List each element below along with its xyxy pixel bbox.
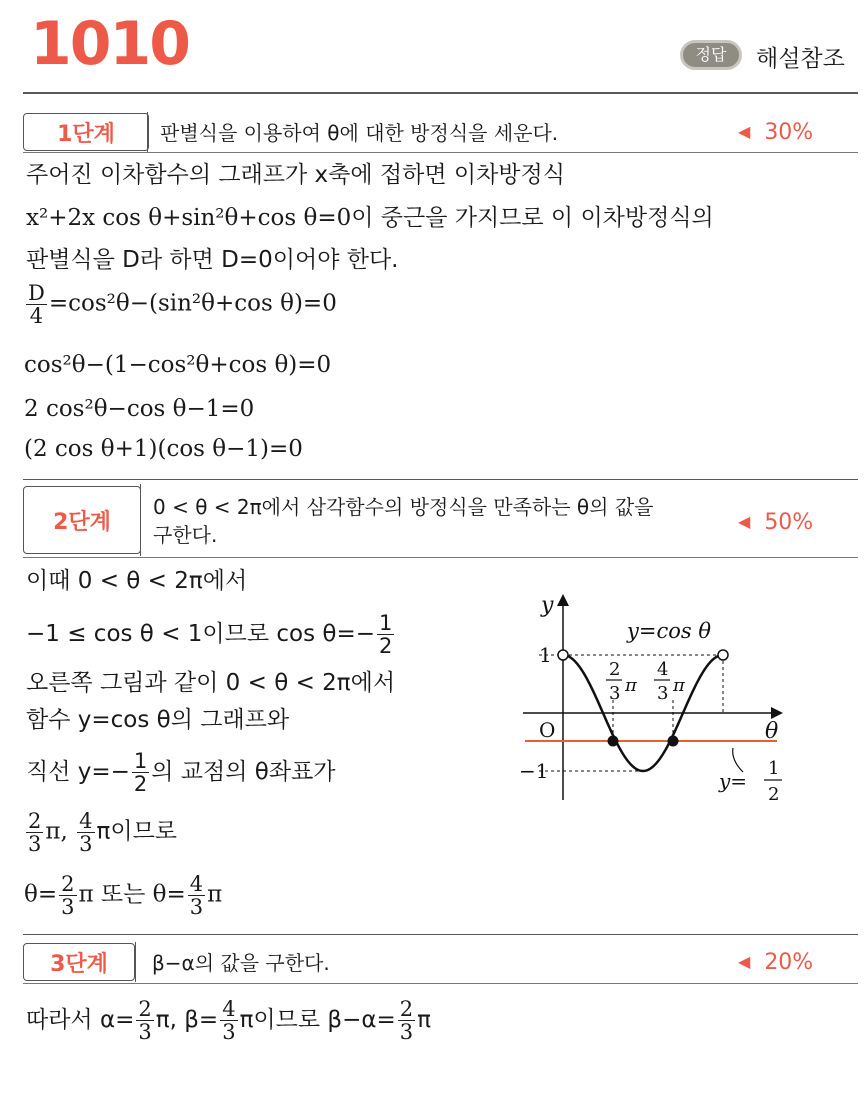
x1-numerator: 2 [609, 659, 621, 680]
line-label-denominator: 2 [768, 784, 780, 805]
conclusion-line [26, 998, 431, 1043]
step1-rule [23, 152, 858, 153]
conclusion-mid2: π이므로 β−α= [239, 1007, 396, 1033]
step2-line6 [24, 810, 177, 855]
fraction [188, 873, 205, 918]
line5-post: 의 교점의 θ좌표가 [151, 759, 336, 785]
triangle-icon: ◀ [738, 512, 751, 531]
answer-badge: 정답 [680, 40, 742, 70]
step2-percent [738, 510, 813, 535]
fraction-denominator: 2 [133, 772, 148, 796]
fraction-numerator: 2 [138, 997, 152, 1021]
triangle-icon: ◀ [738, 122, 751, 141]
fraction-numerator: 2 [399, 997, 414, 1021]
step3-percent [738, 950, 813, 975]
fraction [132, 750, 149, 795]
fraction [77, 810, 94, 855]
header-rule [23, 92, 858, 94]
triangle-icon: ◀ [738, 952, 751, 971]
step3-label: 3단계 [50, 951, 108, 977]
fraction-denominator: 3 [222, 1020, 236, 1044]
step2-line1: 이때 0 < θ < 2π에서 [26, 568, 248, 594]
fraction-denominator: 3 [399, 1020, 414, 1044]
fraction-denominator: 3 [189, 895, 204, 919]
origin-label: O [539, 718, 556, 742]
line7-post: π [207, 881, 223, 908]
fraction [59, 873, 76, 918]
x-axis-label: θ [765, 719, 779, 744]
conclusion-mid1: π, β= [155, 1007, 219, 1033]
intersection-point [668, 736, 679, 747]
fraction [220, 998, 237, 1043]
fraction-numerator: 1 [133, 749, 148, 773]
line-label-numerator: 1 [768, 758, 780, 779]
step1-percent [738, 120, 813, 145]
step2-line3: 오른쪽 그림과 같이 0 < θ < 2π에서 [26, 670, 396, 696]
fraction [26, 282, 47, 327]
fraction-numerator: 4 [79, 809, 93, 833]
step1-box [23, 113, 149, 151]
step2-divider [140, 484, 141, 556]
fraction-denominator: 3 [138, 1020, 152, 1044]
line6-mid: π, [45, 818, 76, 845]
step1-eq2: cos²θ−(1−cos²θ+cos θ)=0 [24, 352, 332, 378]
fraction-numerator: 1 [379, 611, 393, 635]
step2-desc-line2: 구한다. [153, 523, 218, 547]
step2-line2 [26, 612, 396, 657]
curve-label: y=cos θ [627, 619, 711, 643]
y-axis-label: y [541, 593, 554, 618]
line7-pre: θ= [24, 881, 58, 908]
fraction-denominator: 3 [28, 832, 42, 856]
step1-divider [147, 112, 148, 152]
fraction-denominator: 3 [79, 832, 93, 856]
intersection-point [608, 736, 619, 747]
conclusion-pre: 따라서 α= [26, 1007, 135, 1033]
step1-line3: 판별식을 D라 하면 D=0이어야 한다. [26, 247, 399, 273]
step2-desc-line1: 0 < θ < 2π에서 삼각함수의 방정식을 만족하는 θ의 값을 [153, 495, 654, 519]
fraction-numerator: 4 [222, 997, 236, 1021]
step1-line1: 주어진 이차함수의 그래프가 x축에 접하면 이차방정식 [26, 162, 565, 188]
fraction-numerator: D [28, 281, 45, 305]
cosine-graph [505, 590, 795, 810]
fraction-numerator: 4 [189, 872, 204, 896]
step1-eq3: 2 cos²θ−cos θ−1=0 [24, 396, 255, 422]
fraction [377, 612, 394, 657]
fraction [26, 810, 43, 855]
line5-pre: 직선 y=− [26, 759, 130, 785]
line-label-prefix: y= [719, 769, 748, 793]
x2-pi: π [673, 675, 685, 696]
problem-number: 1010 [30, 9, 189, 79]
x1-denominator: 3 [609, 683, 621, 704]
step3-divider [135, 942, 136, 982]
step3-percent-value: 20% [764, 950, 814, 975]
fraction-numerator: 2 [28, 809, 42, 833]
eq1-rest: =cos²θ−(sin²θ+cos θ)=0 [48, 290, 337, 317]
answer-reference: 해설참조 [756, 46, 845, 72]
step2-rule [23, 557, 858, 558]
open-endpoint-right [718, 650, 728, 660]
step2-label: 2단계 [53, 509, 111, 535]
step1-eq4: (2 cos θ+1)(cos θ−1)=0 [24, 436, 303, 462]
fraction [398, 998, 415, 1043]
step1-label: 1단계 [57, 121, 115, 147]
line6-post: π이므로 [96, 818, 178, 845]
fraction-denominator: 3 [61, 895, 75, 919]
fraction-numerator: 2 [61, 872, 75, 896]
step3-box [23, 943, 135, 981]
step3-top-rule [23, 934, 858, 935]
x2-numerator: 4 [657, 659, 669, 680]
step1-description: 판별식을 이용하여 θ에 대한 방정식을 세운다. [160, 121, 559, 145]
line2-text: −1 ≤ cos θ < 1이므로 cos θ=− [26, 621, 375, 647]
line7-mid: π 또는 θ= [78, 881, 186, 908]
step1-percent-value: 30% [764, 120, 814, 145]
fraction-denominator: 2 [379, 634, 393, 658]
open-endpoint-left [558, 650, 568, 660]
step1-eq1 [24, 282, 337, 327]
step1-line2: x²+2x cos θ+sin²θ+cos θ=0이 중근을 가지므로 이 이차방정식의 [26, 205, 714, 231]
step2-line5 [26, 750, 336, 795]
conclusion-post: π [417, 1007, 432, 1033]
x2-denominator: 3 [657, 683, 669, 704]
step2-box [23, 486, 141, 554]
fraction-denominator: 4 [29, 304, 44, 328]
step3-description: β−α의 값을 구한다. [152, 951, 330, 975]
step2-percent-value: 50% [764, 510, 814, 535]
step3-rule [23, 983, 858, 984]
step2-line7 [24, 873, 222, 918]
step2-line4: 함수 y=cos θ의 그래프와 [26, 707, 290, 733]
tick-label-minus-1: −1 [519, 759, 549, 783]
tick-label-1: 1 [539, 643, 552, 667]
step2-top-rule [23, 479, 858, 480]
fraction [136, 998, 153, 1043]
x1-pi: π [625, 675, 637, 696]
